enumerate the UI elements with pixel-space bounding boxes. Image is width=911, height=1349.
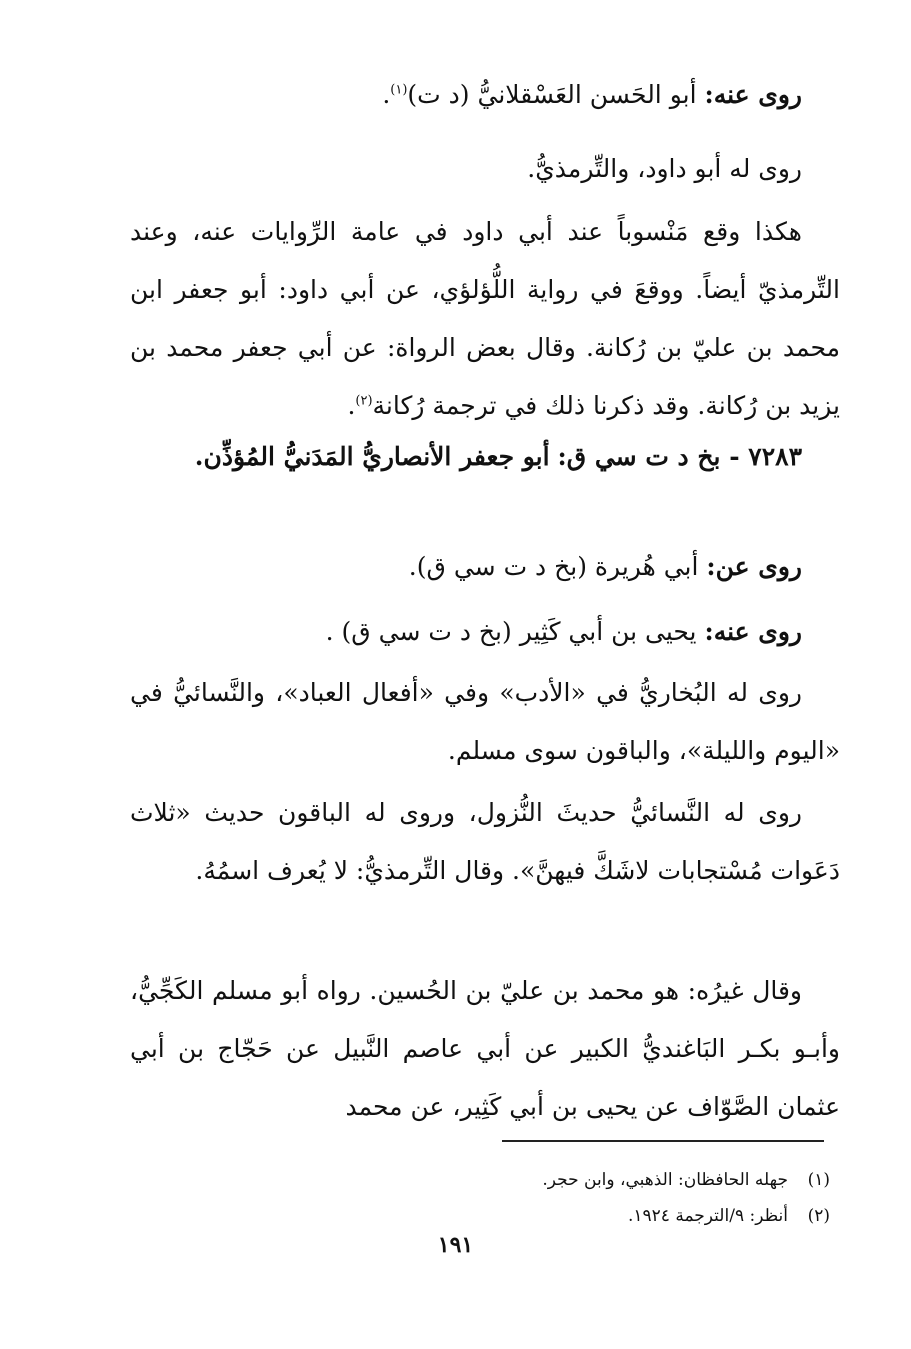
paragraph-text: هكذا وقع مَنْسوباً عند أبي داود في عامة الرِّوايات عنه، وعند التِّرمذيّ أيضاً. ووقعَ في رواية اللُّؤلؤي، عن أبي داود: أبو جعفر ابن محمد بن عليّ بن رُكانة. وقال بعض الرواة: عن أبي جعفر محمد بن يزيد بن رُكانة. وقد ذكرنا ذلك في ترجمة رُكانة xyxy=(130,217,840,420)
paragraph-text: يحيى بن أبي كَثِير (بخ د ت سي ق) . xyxy=(325,617,697,646)
footnote-number: (١) xyxy=(807,1170,830,1190)
paragraph-text: أبو الحَسن العَسْقلانيُّ (د ت) xyxy=(407,80,697,109)
narrates-from-line xyxy=(130,538,840,596)
paragraph-text: روى له النَّسائيُّ حديثَ النُّزول، وروى له الباقون حديث «ثلاث دَعَوات مُسْتجابات لاشَكَّ فيهنَّ». وقال التِّرمذيُّ: لا يُعرف اسمُهُ. xyxy=(130,798,840,885)
narrated-by-line xyxy=(130,140,840,198)
entry-number-and-codes: ٧٢٨٣ - بخ د ت سي ق: xyxy=(557,442,802,471)
paragraph-label: روى عنه: xyxy=(704,80,802,109)
entry-heading xyxy=(130,428,840,486)
paragraph-label: روى عنه: xyxy=(704,617,802,646)
paragraph-end: . xyxy=(347,391,356,420)
footnote-text: أنظر: ٩/الترجمة ١٩٢٤. xyxy=(628,1206,788,1226)
paragraph-text: روى له البُخاريُّ في «الأدب» وفي «أفعال العباد»، والنَّسائيُّ في «اليوم والليلة»، والباقون سوى مسلم. xyxy=(130,678,840,765)
entry-name: أبو جعفر الأنصاريُّ المَدَنيُّ المُؤذِّن. xyxy=(194,442,550,471)
hadith-paragraph xyxy=(130,784,840,900)
identification-paragraph xyxy=(130,962,840,1136)
paragraph-label: روى عن: xyxy=(706,552,802,581)
footnote-text: جهله الحافظان: الذهبي، وابن حجر. xyxy=(542,1170,788,1190)
narrators-from-him-line xyxy=(130,66,840,124)
footnotes xyxy=(300,1162,830,1234)
narrators-from-him-line xyxy=(130,603,840,661)
narrated-by-paragraph xyxy=(130,664,840,780)
footnote-separator xyxy=(502,1140,824,1142)
paragraph-end: . xyxy=(382,80,391,109)
page-number: ١٩١ xyxy=(437,1232,474,1258)
footnote xyxy=(300,1198,830,1234)
footnote-reference: (١) xyxy=(390,82,408,98)
footnote-number: (٢) xyxy=(807,1206,830,1226)
paragraph-text: أبي هُريرة (بخ د ت سي ق). xyxy=(408,552,699,581)
paragraph-text: وقال غيرُه: هو محمد بن عليّ بن الحُسين. رواه أبو مسلم الكَجِّيُّ، وأبـو بكـر البَاغنديُّ الكبير عن أبي عاصم النَّبيل عن حَجّاج بن أبي عثمان الصَّوّاف عن يحيى بن أبي كَثِير، عن محمد xyxy=(130,976,840,1121)
attribution-paragraph xyxy=(130,203,840,435)
footnote xyxy=(300,1162,830,1198)
paragraph-text: روى له أبو داود، والتِّرمذيُّ. xyxy=(527,154,802,183)
footnote-reference: (٢) xyxy=(355,393,373,409)
